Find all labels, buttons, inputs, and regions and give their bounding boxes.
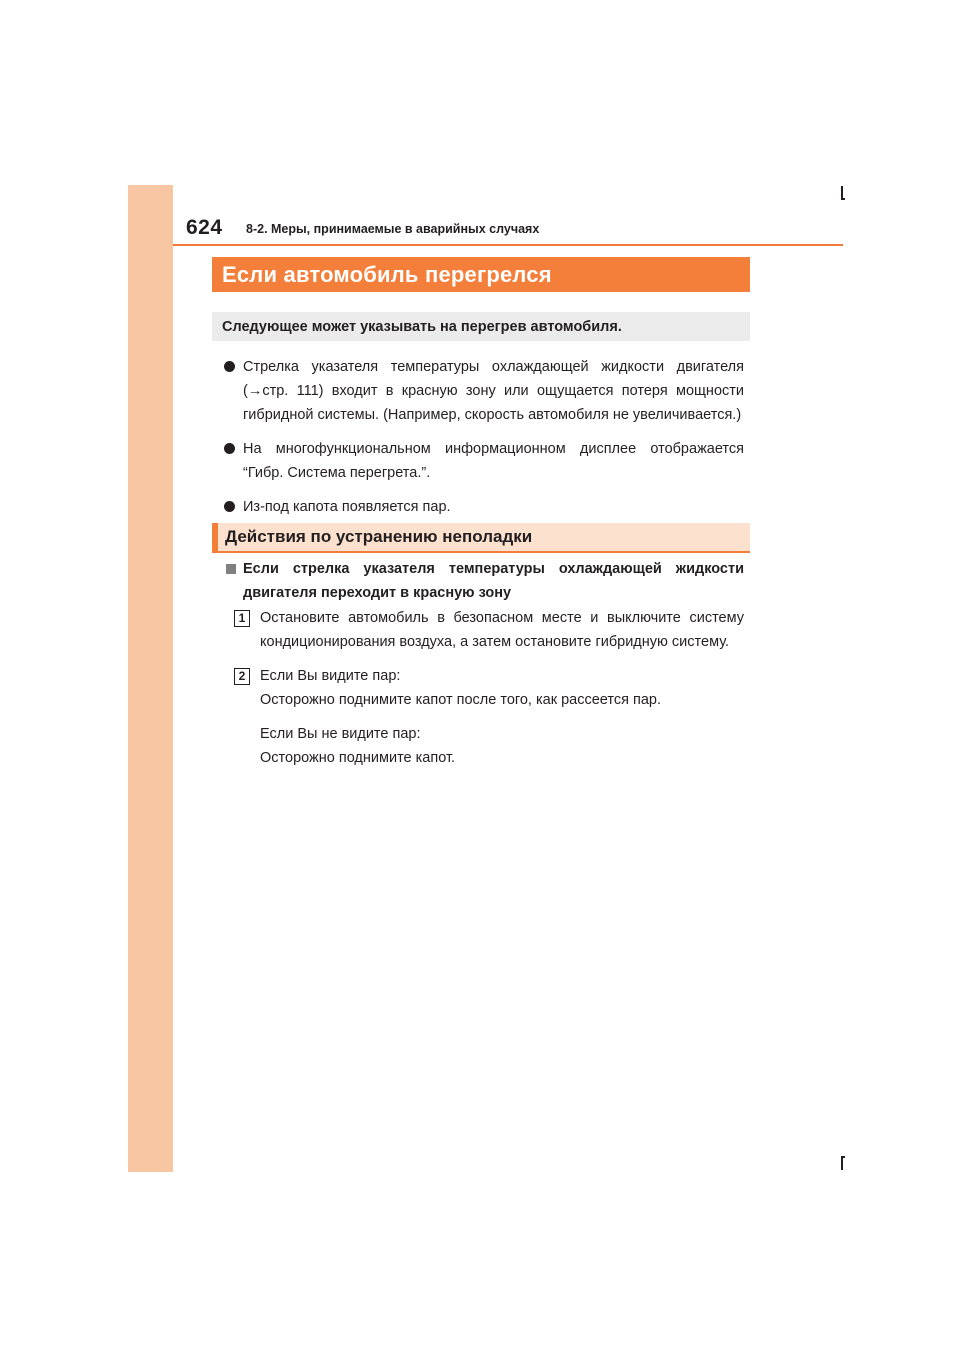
crop-mark-top-foot <box>841 198 845 200</box>
list-item-text: Из-под капота появляется пар. <box>243 499 451 515</box>
intro-box <box>212 312 750 341</box>
condition-heading <box>224 557 744 605</box>
list-item-text: Стрелка указателя температуры охлаждающей жидкости двигателя (→стр. 111) входит в красную зону или ощущается потеря мощности гибридной системы. (Например, скорость автомобиля не увеличивается.) <box>243 359 744 423</box>
square-bullet-icon <box>226 564 236 574</box>
subheading: Действия по устранению неполадки <box>225 527 533 546</box>
symptom-list <box>224 355 744 529</box>
crop-mark-bottom <box>841 1156 843 1170</box>
list-item <box>224 495 744 519</box>
step-text: Если Вы видите пар: <box>260 668 401 684</box>
page-number: 624 <box>186 216 223 239</box>
subheading-bar <box>212 523 750 551</box>
step-item <box>234 606 744 654</box>
step-text: Осторожно поднимите капот после того, как рассеется пар. <box>260 692 661 708</box>
step-text: Если Вы не видите пар: <box>260 726 421 742</box>
bullet-dot-icon <box>224 443 235 454</box>
list-item-text: На многофункциональном информационном дисплее отображается “Гибр. Система перегрета.”. <box>243 441 744 481</box>
step-number-badge: 1 <box>234 610 250 627</box>
step-text: Осторожно поднимите капот. <box>260 750 456 766</box>
list-item <box>224 437 744 485</box>
section-title-bar <box>212 257 750 292</box>
subheading-rule <box>212 551 750 553</box>
crop-mark-bottom-foot <box>841 1156 845 1158</box>
step-number-badge: 2 <box>234 668 250 685</box>
header-rule <box>173 244 843 246</box>
bullet-dot-icon <box>224 501 235 512</box>
section-title: Если автомобиль перегрелся <box>222 261 552 287</box>
condition-text: Если стрелка указателя температуры охлаждающей жидкости двигателя переходит в красную зону <box>243 561 744 601</box>
step-item <box>234 664 744 770</box>
section-reference: 8-2. Меры, принимаемые в аварийных случаях <box>246 222 540 236</box>
list-item <box>224 355 744 427</box>
step-text: Остановите автомобиль в безопасном месте и выключите систему кондиционирования воздуха, а затем остановите гибридную систему. <box>260 610 744 650</box>
intro-text: Следующее может указывать на перегрев автомобиля. <box>222 318 622 335</box>
step-list <box>234 606 744 770</box>
bullet-dot-icon <box>224 361 235 372</box>
side-color-band <box>128 185 173 1172</box>
